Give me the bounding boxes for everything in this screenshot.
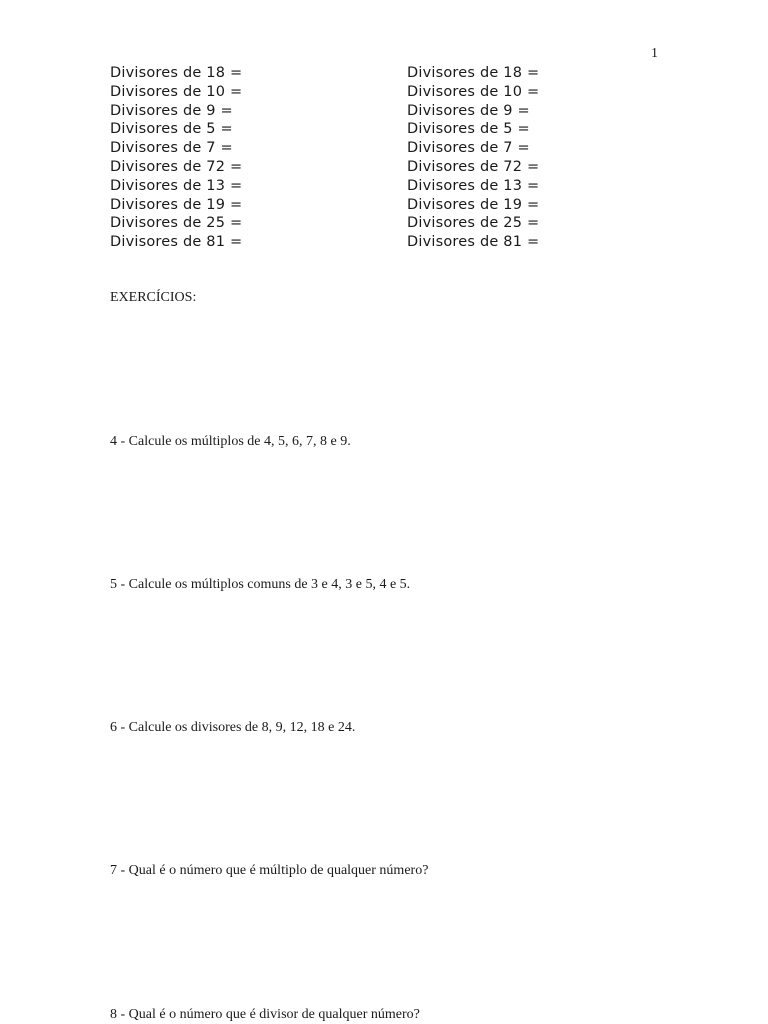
divisor-line: Divisores de 13 = (110, 177, 243, 194)
divisor-line: Divisores de 7 = (407, 140, 530, 157)
exercise-5: 5 - Calcule os múltiplos comuns de 3 e 4, 3 e 5, 4 e 5. (110, 577, 411, 592)
divisor-line: Divisores de 10 = (407, 83, 540, 100)
exercises-heading: EXERCÍCIOS: (110, 290, 197, 305)
exercise-8: 8 - Qual é o número que é divisor de qualquer número? (110, 1007, 420, 1022)
exercise-4: 4 - Calcule os múltiplos de 4, 5, 6, 7, 8 e 9. (110, 434, 351, 449)
divisor-line: Divisores de 5 = (110, 121, 233, 138)
divisors-list-right (407, 64, 539, 252)
exercise-6: 6 - Calcule os divisores de 8, 9, 12, 18 e 24. (110, 720, 356, 735)
divisor-line: Divisores de 13 = (407, 177, 540, 194)
page-number: 1 (651, 46, 658, 61)
divisor-line: Divisores de 5 = (407, 121, 530, 138)
divisor-line: Divisores de 19 = (110, 196, 243, 213)
divisor-line: Divisores de 81 = (407, 234, 540, 251)
divisor-line: Divisores de 81 = (110, 234, 243, 251)
divisor-line: Divisores de 9 = (407, 102, 530, 119)
divisor-line: Divisores de 72 = (407, 158, 540, 175)
divisor-line: Divisores de 10 = (110, 83, 243, 100)
divisor-line: Divisores de 25 = (407, 215, 540, 232)
divisor-line: Divisores de 9 = (110, 102, 233, 119)
divisor-line: Divisores de 19 = (407, 196, 540, 213)
divisor-line: Divisores de 18 = (407, 65, 540, 81)
divisors-list-left (110, 64, 242, 252)
divisor-line: Divisores de 18 = (110, 65, 243, 81)
divisor-line: Divisores de 72 = (110, 158, 243, 175)
divisor-line: Divisores de 25 = (110, 215, 243, 232)
exercise-7: 7 - Qual é o número que é múltiplo de qualquer número? (110, 863, 429, 878)
divisor-line: Divisores de 7 = (110, 140, 233, 157)
